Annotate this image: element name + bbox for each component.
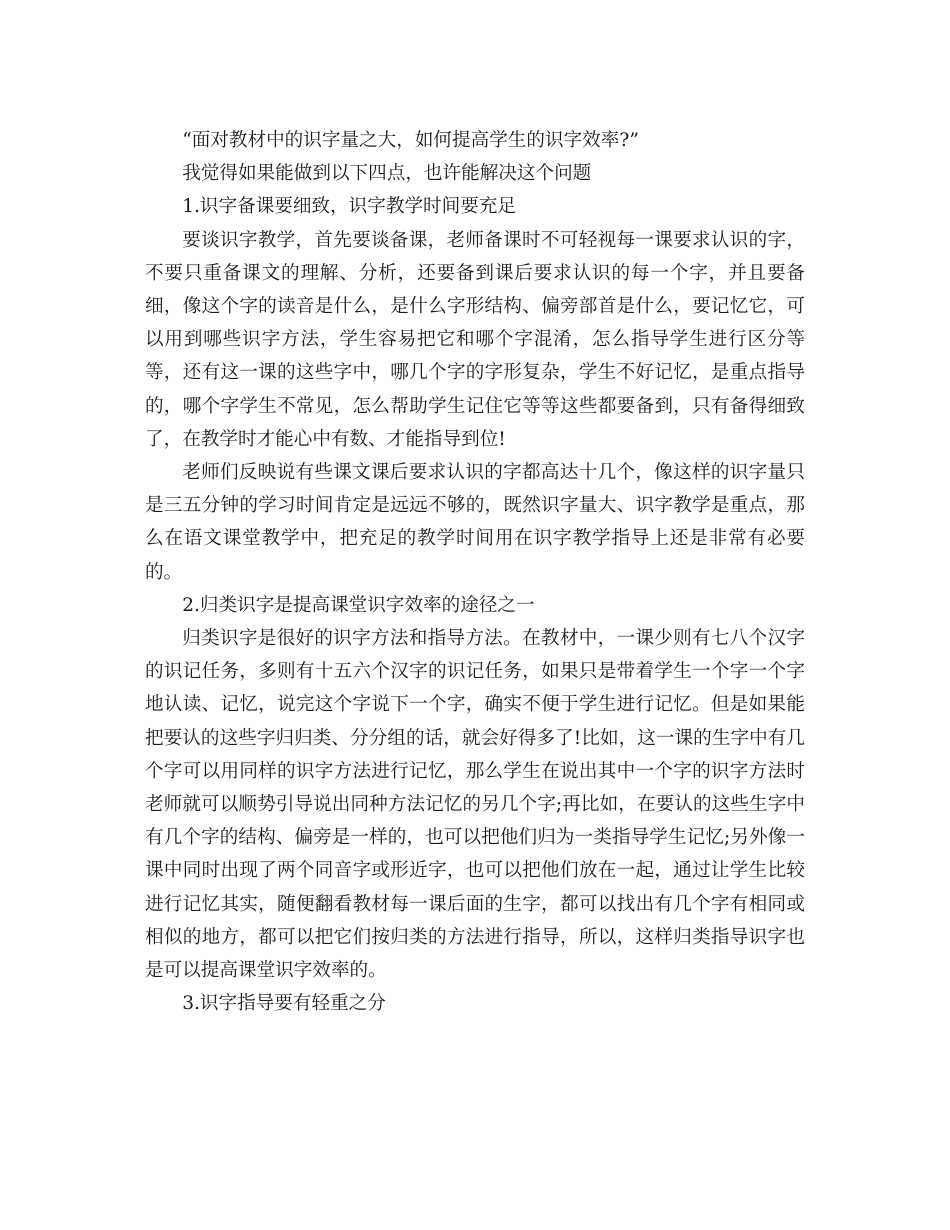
heading-point-3: 3.识字指导要有轻重之分 <box>182 993 386 1015</box>
paragraph-intro: 我觉得如果能做到以下四点，也许能解决这个问题 <box>182 163 592 185</box>
paragraph-lesson-prep: 要谈识字教学，首先要谈备课，老师备课时不可轻视每一课要求认识的字，不要只重备课文的理解、分析，还要备到课后要求认识的每一个字，并且要备细，像这个字的读音是什么，是什么字形结构、偏旁部首是什么，要记忆它，可以用到哪些识字方法，学生容易把它和哪个字混淆，怎么指导学生进行区分等等，还有这一课的这些字中，哪几个字的字形复杂，学生不好记忆，是重点指导的，哪个字学生不常见，怎么帮助学生记住它等等这些都要备到，只有备得细致了，在教学时才能心中有数、才能指导到位! <box>145 229 805 450</box>
paragraph-question: “面对教材中的识字量之大，如何提高学生的识字效率?” <box>182 130 639 151</box>
heading-point-1: 1.识字备课要细致，识字教学时间要充足 <box>182 196 517 218</box>
paragraph-teaching-time: 老师们反映说有些课文课后要求认识的字都高达十几个，像这样的识字量只是三五分钟的学习时间肯定是远远不够的，既然识字量大、识字教学是重点，那么在语文课堂教学中，把充足的教学时间用在识字教学指导上还是非常有必要的。 <box>145 462 805 583</box>
paragraph-categorized-literacy: 归类识字是很好的识字方法和指导方法。在教材中，一课少则有七八个汉字的识记任务，多则有十五六个汉字的识记任务，如果只是带着学生一个字一个字地认读、记忆，说完这个字说下一个字，确实不便于学生进行记忆。但是如果能把要认的这些字归归类、分分组的话，就会好得多了!比如，这一课的生字中有几个字可以用同样的识字方法进行记忆，那么学生在说出其中一个字的识字方法时老师就可以顺势引导说出同种方法记忆的另几个字;再比如，在要认的这些生字中有几个字的结构、偏旁是一样的，也可以把他们归为一类指导学生记忆;另外像一课中同时出现了两个同音字或形近字，也可以把他们放在一起，通过让学生比较进行记忆其实，随便翻看教材每一课后面的生字，都可以找出有几个字有相同或相似的地方，都可以把它们按归类的方法进行指导，所以，这样归类指导识字也是可以提高课堂识字效率的。 <box>145 628 805 982</box>
document-body <box>145 124 805 1020</box>
heading-point-2: 2.归类识字是提高课堂识字效率的途径之一 <box>182 594 535 616</box>
